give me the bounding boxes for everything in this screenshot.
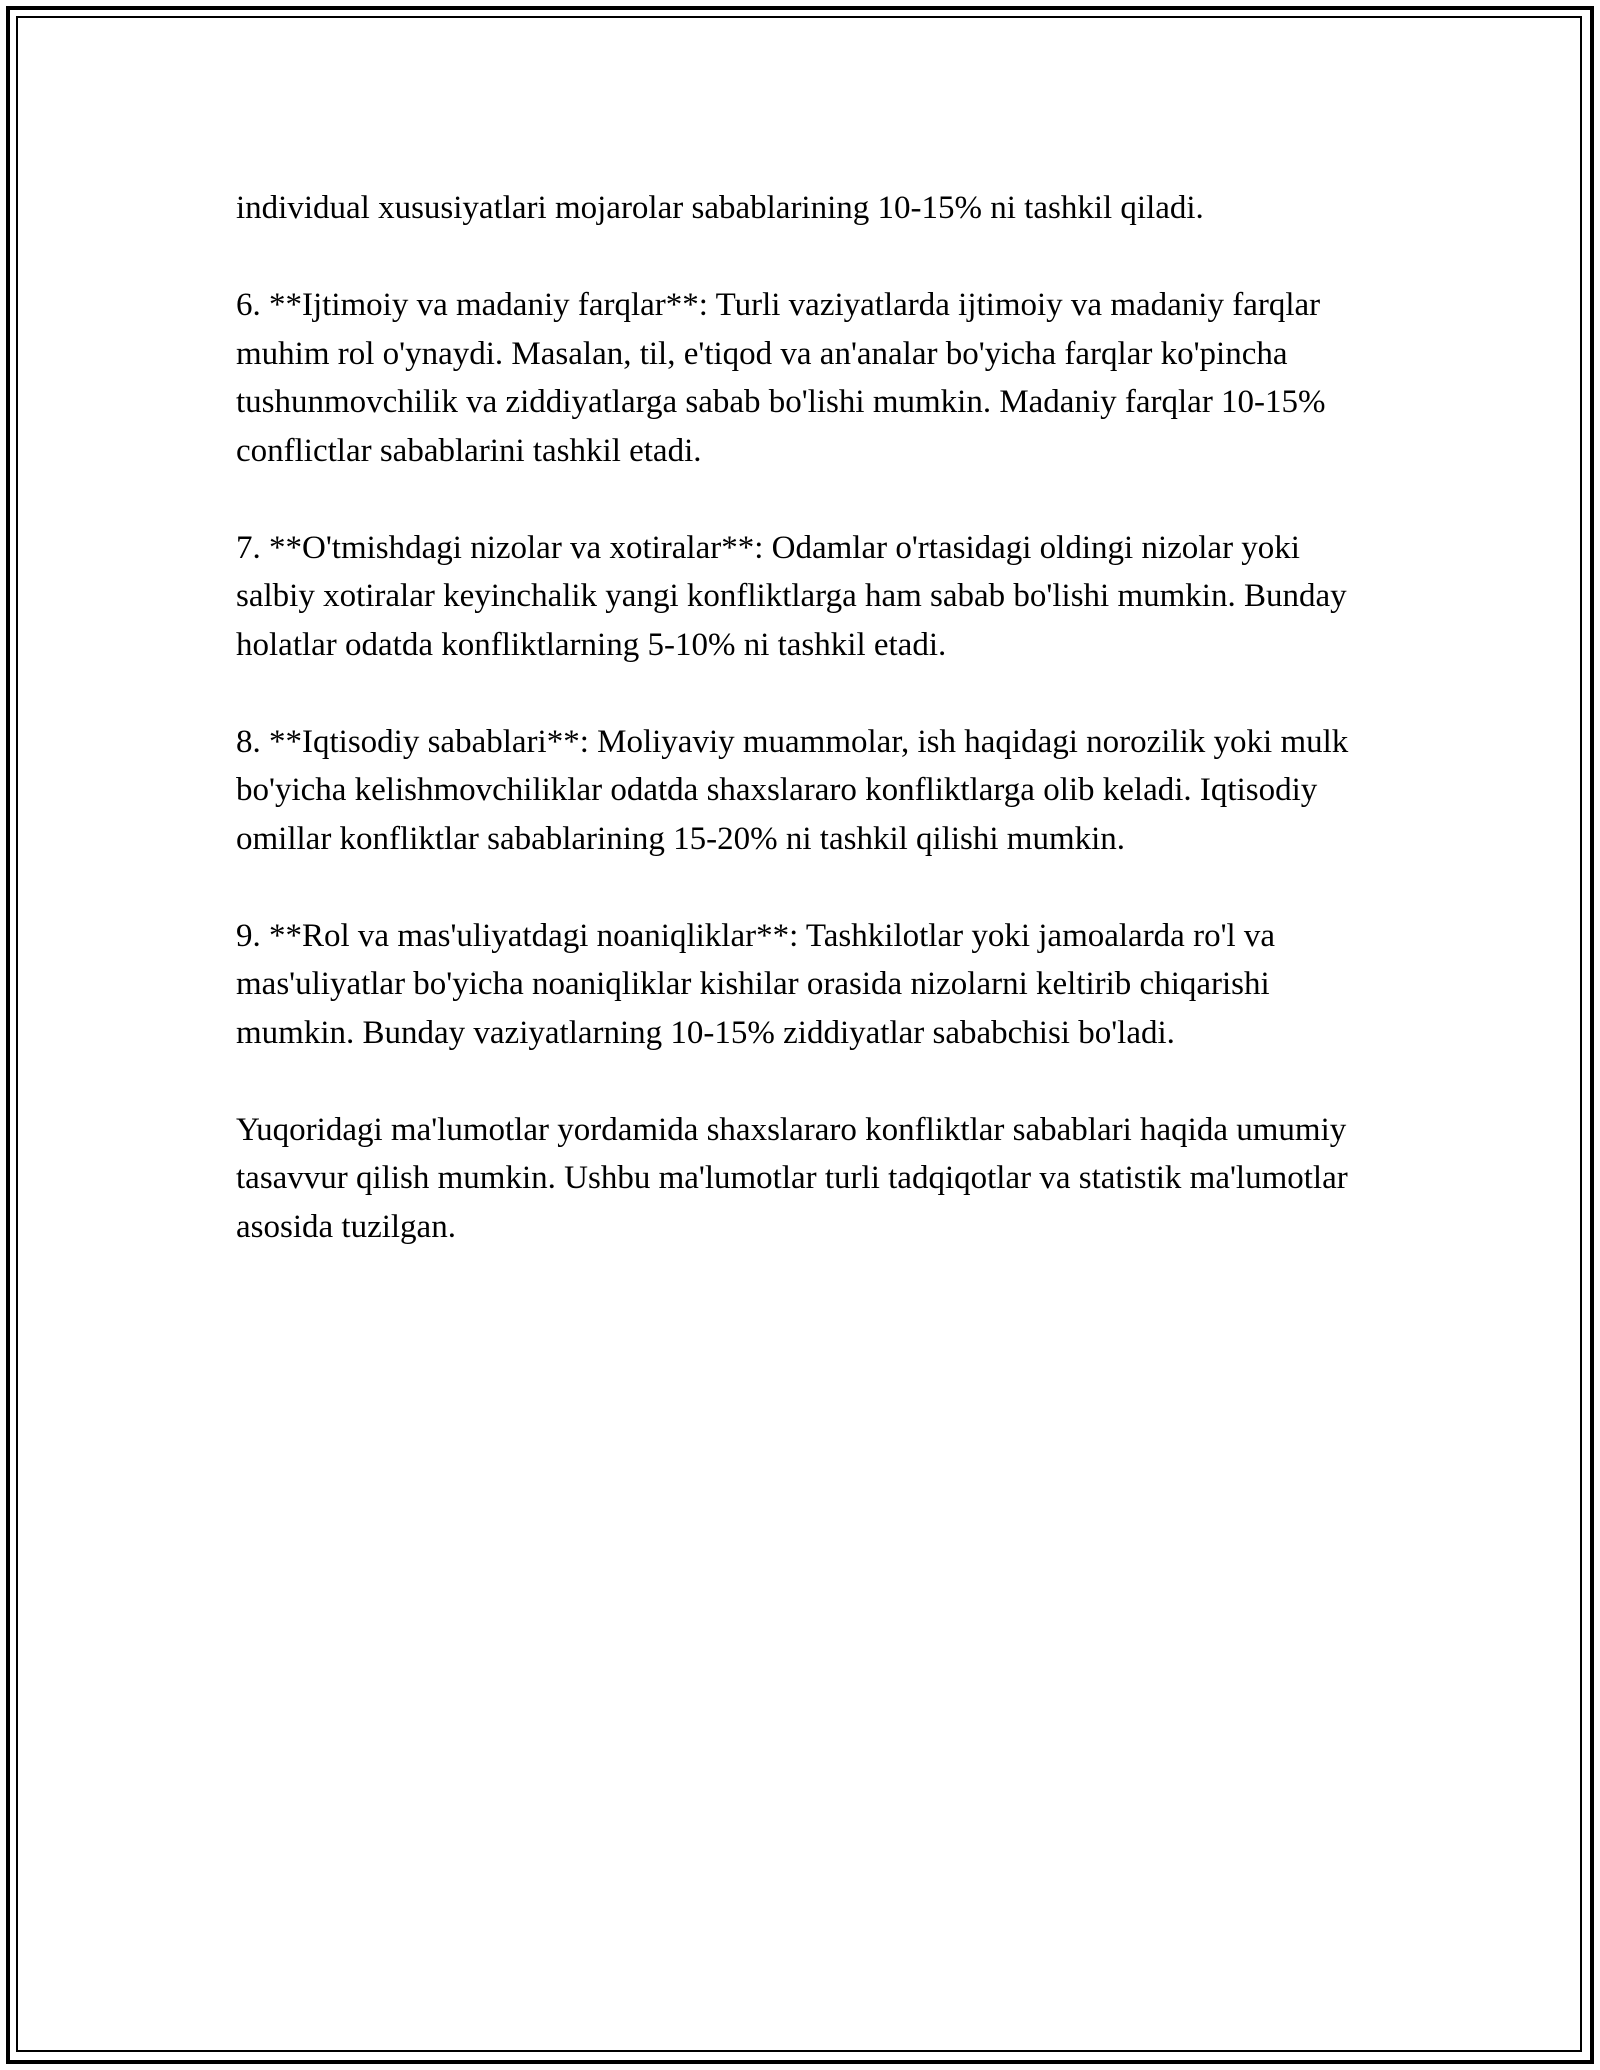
paragraph-intro-continuation: individual xususiyatlari mojarolar sabablarining 10-15% ni tashkil qiladi. bbox=[236, 190, 1204, 226]
paragraph-conclusion: Yuqoridagi ma'lumotlar yordamida shaxslararo konfliktlar sabablari haqida umumiy tasavvur qilish mumkin. Ushbu ma'lumotlar turli tadqiqotlar va statistik ma'lumotlar asosida tuzilgan. bbox=[236, 1111, 1356, 1245]
paragraph-item-8: 8. **Iqtisodiy sabablari**: Moliyaviy muammolar, ish haqidagi norozilik yoki mulk bo'yicha kelishmovchiliklar odatda shaxslararo konfliktlarga olib keladi. Iqtisodiy omillar konfliktlar sabablarining 15-20% ni tashkil qilishi mumkin. bbox=[236, 723, 1357, 857]
paragraph-item-9: 9. **Rol va mas'uliyatdagi noaniqliklar**: Tashkilotlar yoki jamoalarda ro'l va mas'uliyatlar bo'yicha noaniqliklar kishilar orasida nizolarni keltirib chiqarishi mumkin. Bunday vaziyatlarning 10-15% ziddiyatlar sababchisi bo'ladi. bbox=[236, 917, 1284, 1051]
paragraph-item-7: 7. **O'tmishdagi nizolar va xotiralar**: Odamlar o'rtasidagi oldingi nizolar yoki salbiy xotiralar keyinchalik yangi konfliktlarga ham sabab bo'lishi mumkin. Bunday holatlar odatda konfliktlarning 5-10% ni tashkil etadi. bbox=[236, 529, 1355, 663]
document-body bbox=[236, 184, 1376, 1300]
paragraph-item-6: 6. **Ijtimoiy va madaniy farqlar**: Turli vaziyatlarda ijtimoiy va madaniy farqlar muhim rol o'ynaydi. Masalan, til, e'tiqod va an'analar bo'yicha farqlar ko'pincha tushunmovchilik va ziddiyatlarga sabab bo'lishi mumkin. Madaniy farqlar 10-15% conflictlar sabablarini tashkil etadi. bbox=[236, 287, 1334, 469]
